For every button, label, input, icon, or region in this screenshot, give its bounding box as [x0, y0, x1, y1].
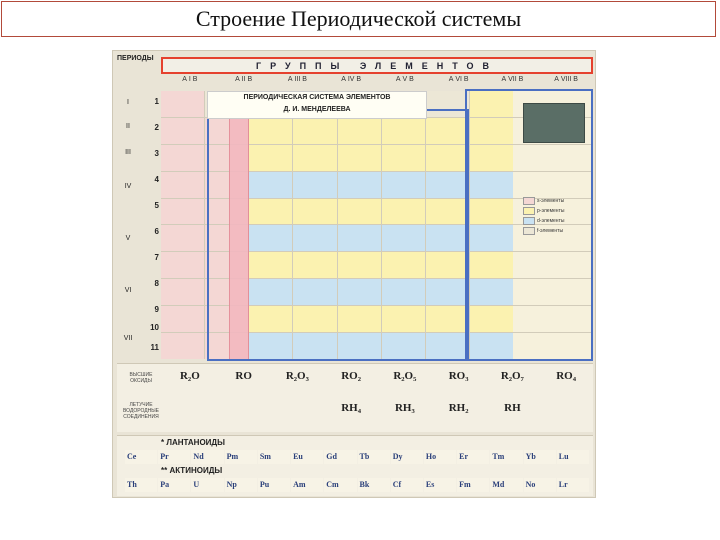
- element-cell: [470, 91, 513, 117]
- element-cell: [470, 306, 513, 332]
- element-cell: [249, 199, 292, 225]
- period-number: 10: [150, 323, 159, 332]
- f-block-section: [117, 435, 593, 496]
- element-cell: [426, 145, 469, 171]
- element-cell: [470, 118, 513, 144]
- group-8-cell: [513, 279, 593, 305]
- oxide-formula: RO₂: [341, 370, 362, 382]
- lanthanide-symbol: Nd: [191, 450, 223, 464]
- oxide-formula: R₂O₇: [500, 370, 524, 382]
- element-cell: [470, 279, 513, 305]
- hydride-formula: RH₄: [341, 402, 362, 414]
- actinide-symbol: Am: [291, 478, 323, 492]
- element-cell: [249, 145, 292, 171]
- period-number: 6: [154, 227, 159, 236]
- element-cell: [382, 306, 425, 332]
- lanthanide-symbol: Gd: [324, 450, 356, 464]
- lanthanide-symbol: Dy: [391, 450, 423, 464]
- period-number: 4: [154, 175, 159, 184]
- oxide-formula: RO: [235, 370, 252, 382]
- element-cell: [161, 333, 204, 359]
- actinide-symbol: Fm: [457, 478, 489, 492]
- element-cell: [382, 225, 425, 251]
- element-cell: [249, 225, 292, 251]
- actinide-symbol: Pa: [158, 478, 190, 492]
- hydrides-label: ЛЕТУЧИЕ ВОДОРОДНЫЕ СОЕДИНЕНИЯ: [123, 402, 159, 420]
- element-cell: [382, 172, 425, 198]
- element-cell: [161, 306, 204, 332]
- element-cell: [382, 252, 425, 278]
- lanthanide-symbol: Tb: [358, 450, 390, 464]
- actinide-symbol: Pu: [258, 478, 290, 492]
- element-cell: [382, 279, 425, 305]
- oxide-formula: RO₄: [556, 370, 577, 382]
- legend-item: s-элементы: [523, 196, 591, 206]
- element-cell: [293, 252, 336, 278]
- legend: [523, 196, 591, 236]
- group-label: А VII В: [501, 76, 524, 83]
- element-cell: [338, 252, 381, 278]
- element-cell: [293, 225, 336, 251]
- element-cell: [338, 172, 381, 198]
- row-label: V: [125, 235, 131, 242]
- element-cell: [249, 279, 292, 305]
- period-number: 9: [154, 305, 159, 314]
- row-label: VI: [124, 287, 132, 294]
- element-cell: [338, 279, 381, 305]
- actinide-symbol: U: [191, 478, 223, 492]
- actinide-symbol: Lr: [557, 478, 589, 492]
- element-cell: [161, 91, 204, 117]
- lanthanide-symbol: Yb: [524, 450, 556, 464]
- actinide-symbol: Th: [125, 478, 157, 492]
- element-cell: [338, 225, 381, 251]
- element-cell: [382, 145, 425, 171]
- element-cell: [161, 199, 204, 225]
- actinides-label: ** АКТИНОИДЫ: [161, 466, 223, 475]
- group-label: А I В: [182, 76, 198, 83]
- oxide-formula: R₂O₃: [285, 370, 309, 382]
- hydrides-row: [163, 402, 593, 414]
- hydride-formula: RH: [504, 402, 521, 414]
- banner-line-2: Д. И. МЕНДЕЛЕЕВА: [283, 106, 351, 113]
- element-cell: [161, 225, 204, 251]
- legend-item: p-элементы: [523, 206, 591, 216]
- oxide-formula: R₂O₅: [393, 370, 417, 382]
- lanthanide-symbol: Eu: [291, 450, 323, 464]
- element-cell: [249, 118, 292, 144]
- hydride-formula: RH₃: [394, 402, 415, 414]
- row-label: I: [127, 99, 129, 106]
- group-8-cell: [513, 252, 593, 278]
- lanthanide-symbol: Pm: [225, 450, 257, 464]
- element-cell: [293, 172, 336, 198]
- group-labels: [163, 76, 593, 88]
- period-number: 2: [154, 123, 159, 132]
- element-cell: [161, 118, 204, 144]
- element-cell: [249, 306, 292, 332]
- row-label: VII: [123, 335, 133, 342]
- element-cell: [338, 306, 381, 332]
- lanthanide-symbol: Er: [457, 450, 489, 464]
- actinides-row: [125, 478, 589, 492]
- element-cell: [293, 333, 336, 359]
- lanthanide-symbol: Ho: [424, 450, 456, 464]
- element-cell: [426, 252, 469, 278]
- element-cell: [426, 333, 469, 359]
- row-label: IV: [124, 183, 132, 190]
- actinide-symbol: Np: [225, 478, 257, 492]
- element-cell: [338, 145, 381, 171]
- legend-item: f-элементы: [523, 226, 591, 236]
- banner-line-1: ПЕРИОДИЧЕСКАЯ СИСТЕМА ЭЛЕМЕНТОВ: [243, 94, 391, 101]
- table-banner: [207, 91, 427, 119]
- group-2-highlight: [229, 109, 249, 361]
- period-number: 5: [154, 201, 159, 210]
- groups-bar: ГРУППЫ ЭЛЕМЕНТОВ: [161, 57, 593, 74]
- group-label: А VI В: [448, 76, 469, 83]
- highest-oxides-label: ВЫСШИЕ ОКСИДЫ: [129, 372, 153, 384]
- element-grid: [161, 91, 513, 359]
- element-cell: [249, 252, 292, 278]
- slide-title: Строение Периодической системы: [195, 6, 522, 31]
- element-cell: [426, 118, 469, 144]
- element-cell: [293, 279, 336, 305]
- group-label: А III В: [287, 76, 307, 83]
- slide-title-box: [1, 1, 716, 37]
- lanthanide-symbol: Tm: [490, 450, 522, 464]
- info-square: [523, 103, 585, 143]
- element-cell: [382, 199, 425, 225]
- actinide-symbol: Bk: [358, 478, 390, 492]
- actinide-symbol: Cm: [324, 478, 356, 492]
- element-cell: [338, 333, 381, 359]
- element-cell: [293, 145, 336, 171]
- element-cell: [161, 279, 204, 305]
- group-label: А IV В: [341, 76, 362, 83]
- element-cell: [293, 199, 336, 225]
- oxides-section: [117, 363, 593, 432]
- element-cell: [426, 306, 469, 332]
- period-number: 8: [154, 279, 159, 288]
- element-cell: [470, 145, 513, 171]
- element-cell: [161, 252, 204, 278]
- lanthanide-symbol: Pr: [158, 450, 190, 464]
- lanthanide-symbol: Sm: [258, 450, 290, 464]
- element-cell: [249, 333, 292, 359]
- period-number: 11: [150, 343, 159, 352]
- element-cell: [338, 199, 381, 225]
- lanthanide-symbol: Lu: [557, 450, 589, 464]
- element-cell: [426, 91, 469, 117]
- lanthanides-label: * ЛАНТАНОИДЫ: [161, 438, 225, 447]
- period-number: 7: [154, 253, 159, 262]
- period-number: 1: [154, 97, 159, 106]
- lanthanides-row: [125, 450, 589, 464]
- hydride-formula: [217, 402, 271, 414]
- element-cell: [470, 199, 513, 225]
- row-label: III: [125, 149, 131, 156]
- period-number: 3: [154, 149, 159, 158]
- element-cell: [161, 172, 204, 198]
- legend-item: d-элементы: [523, 216, 591, 226]
- periodic-table-image: [112, 50, 596, 498]
- actinide-symbol: Es: [424, 478, 456, 492]
- group-label: А V В: [395, 76, 414, 83]
- group-8-cell: [513, 145, 593, 171]
- element-cell: [470, 225, 513, 251]
- lanthanide-symbol: Ce: [125, 450, 157, 464]
- actinide-symbol: No: [524, 478, 556, 492]
- element-cell: [249, 172, 292, 198]
- actinide-symbol: Md: [490, 478, 522, 492]
- element-cell: [161, 145, 204, 171]
- element-cell: [470, 333, 513, 359]
- group-label: А II В: [235, 76, 253, 83]
- group-label: А VIII В: [554, 76, 578, 83]
- periods-header: ПЕРИОДЫ: [117, 55, 154, 62]
- hydride-formula: RH₂: [448, 402, 469, 414]
- element-cell: [426, 279, 469, 305]
- group-8-cell: [513, 172, 593, 198]
- row-label: II: [126, 123, 130, 130]
- element-cell: [293, 118, 336, 144]
- group-8-cell: [513, 333, 593, 359]
- element-cell: [426, 225, 469, 251]
- element-cell: [382, 333, 425, 359]
- element-cell: [382, 118, 425, 144]
- oxides-row: [163, 370, 593, 382]
- element-cell: [426, 172, 469, 198]
- element-cell: [338, 118, 381, 144]
- element-cell: [470, 172, 513, 198]
- hydride-formula: [271, 402, 325, 414]
- hydride-formula: [539, 402, 593, 414]
- element-cell: [470, 252, 513, 278]
- element-cell: [293, 306, 336, 332]
- actinide-symbol: Cf: [391, 478, 423, 492]
- oxide-formula: RO₃: [448, 370, 469, 382]
- oxide-formula: R₂O: [179, 370, 200, 382]
- element-cell: [426, 199, 469, 225]
- hydride-formula: [163, 402, 217, 414]
- group-8-cell: [513, 306, 593, 332]
